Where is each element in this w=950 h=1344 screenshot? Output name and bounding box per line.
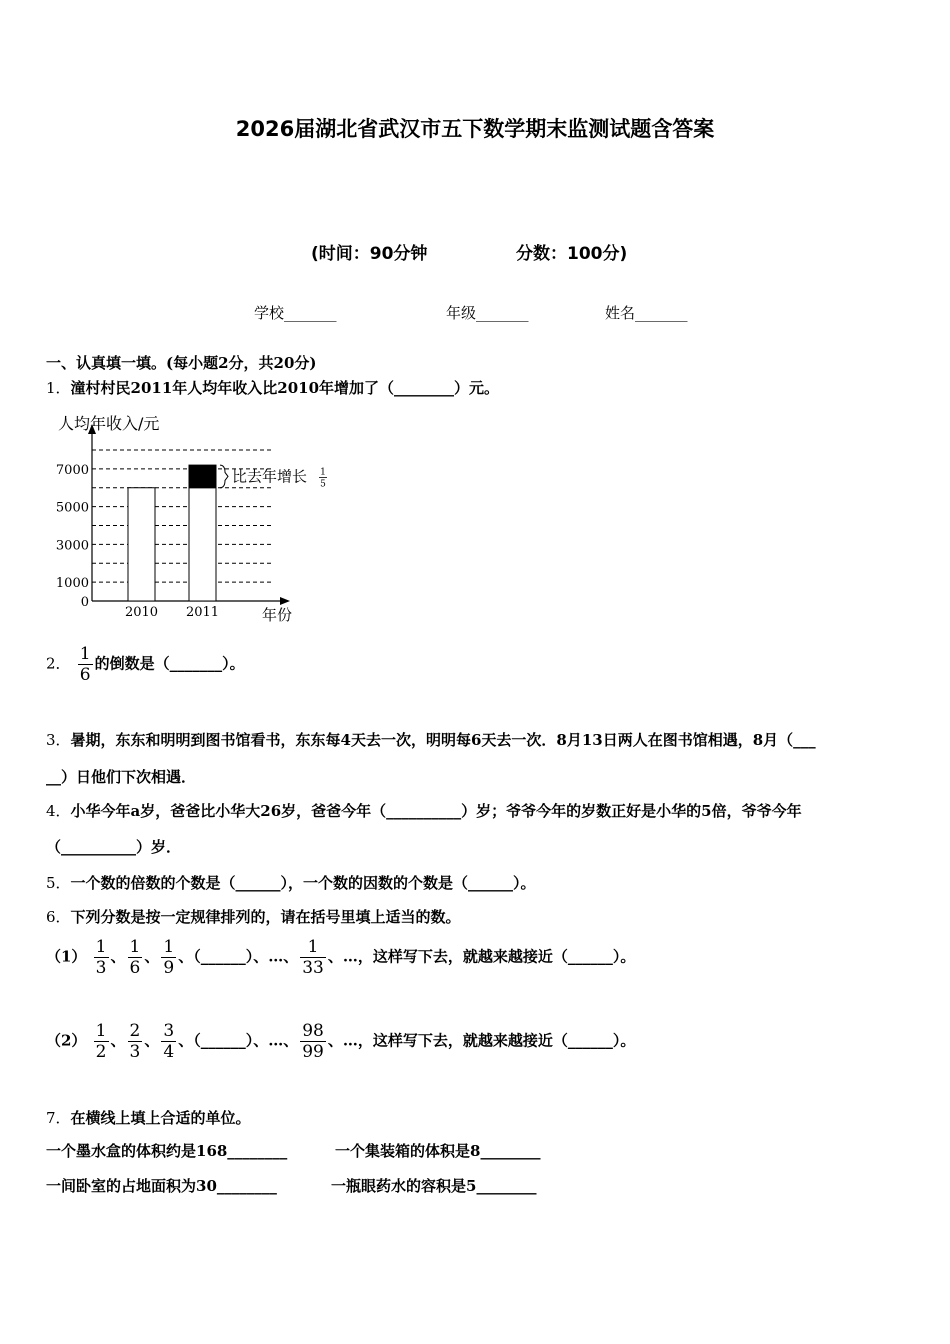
question-text: 的倒数是（_______）。 [94, 654, 245, 673]
separator: 、 [144, 1031, 160, 1050]
annotation-text: 比去年增长 [232, 467, 308, 486]
numerator: 98 [302, 1021, 324, 1041]
separator: 、 [144, 947, 160, 966]
separator: 、 [110, 947, 126, 966]
y-tick-label: 1000 [55, 576, 89, 592]
blank-text: 、（______）、…、 [178, 947, 299, 966]
q7-item-c: 一间卧室的占地面积为30________ [46, 1177, 277, 1195]
question-3-line1 [46, 729, 816, 750]
question-number: 1． [46, 379, 71, 397]
question-text: 潼村村民2011年人均年收入比2010年增加了（________）元。 [70, 379, 500, 397]
fraction [94, 937, 109, 978]
part-label: （2） [46, 1031, 87, 1050]
denominator: 99 [302, 1042, 324, 1062]
fraction [300, 937, 326, 978]
chart-svg [48, 410, 338, 635]
question-2 [46, 644, 245, 685]
q7-item-d: 一瓶眼药水的容积是5________ [331, 1177, 537, 1195]
tail-text: 、…，这样写下去，就越来越接近（______）。 [327, 947, 636, 966]
blank-text: 、（______）、…、 [178, 1031, 299, 1050]
question-6-part-2 [46, 1021, 635, 1062]
question-number: 6． [46, 908, 71, 926]
fraction [161, 937, 176, 978]
x-axis-arrow-icon [280, 597, 290, 605]
numerator: 1 [79, 644, 91, 664]
question-number: 7． [46, 1109, 71, 1127]
grade-field[interactable]: 年级_______ [446, 304, 529, 322]
question-4-line1 [46, 800, 802, 821]
denominator: 33 [302, 958, 324, 978]
question-1 [46, 377, 499, 398]
exam-time: (时间：90分钟 [311, 244, 428, 264]
annotation-numerator: 1 [320, 467, 326, 478]
fraction [161, 1021, 176, 1062]
denominator: 4 [163, 1042, 175, 1062]
x-tick-label: 2010 [124, 605, 159, 620]
question-text: 小华今年a岁，爸爸比小华大26岁，爸爸今年（__________）岁；爷爷今年的岁数正好是小华的5倍，爷爷今年 [70, 802, 802, 820]
fraction [94, 1021, 109, 1062]
denominator: 3 [129, 1042, 141, 1062]
section-heading: 一、认真填一填。(每小题2分，共20分) [46, 354, 317, 372]
question-text: 一个数的倍数的个数是（______），一个数的因数的个数是（______）。 [70, 874, 536, 892]
tail-text: 、…，这样写下去，就越来越接近（______）。 [327, 1031, 636, 1050]
fraction [128, 937, 143, 978]
x-tick-label: 2011 [185, 605, 220, 620]
numerator: 3 [163, 1021, 175, 1041]
question-5 [46, 872, 536, 893]
separator: 、 [110, 1031, 126, 1050]
question-number: 2． [46, 654, 71, 673]
y-tick-label: 3000 [55, 538, 89, 554]
bar-2011 [189, 488, 216, 601]
page-title: 2026届湖北省武汉市五下数学期末监测试题含答案 [235, 117, 715, 141]
y-tick-label: 0 [80, 595, 89, 610]
fraction [78, 644, 93, 685]
annotation-denominator: 5 [320, 479, 326, 490]
bar-increase-segment [189, 465, 216, 488]
school-field[interactable]: 学校_______ [254, 304, 337, 322]
numerator: 1 [129, 937, 141, 957]
denominator: 2 [95, 1042, 107, 1062]
income-bar-chart [48, 410, 338, 635]
fraction [300, 1021, 326, 1062]
q7-item-b: 一个集装箱的体积是8________ [335, 1142, 541, 1160]
denominator: 3 [95, 958, 107, 978]
question-number: 4． [46, 802, 71, 820]
question-7 [46, 1107, 251, 1128]
question-6 [46, 906, 461, 927]
question-number: 5． [46, 874, 71, 892]
numerator: 2 [129, 1021, 141, 1041]
question-number: 3． [46, 731, 71, 749]
question-text: 下列分数是按一定规律排列的，请在括号里填上适当的数。 [70, 908, 461, 926]
numerator: 1 [95, 937, 107, 957]
denominator: 9 [163, 958, 175, 978]
numerator: 1 [95, 1021, 107, 1041]
exam-score: 分数：100分) [516, 244, 628, 264]
part-label: （1） [46, 947, 87, 966]
y-tick-label: 5000 [55, 500, 89, 516]
q7-item-a: 一个墨水盒的体积约是168________ [46, 1142, 288, 1160]
denominator: 6 [79, 665, 91, 685]
question-6-part-1 [46, 937, 635, 978]
numerator: 1 [163, 937, 175, 957]
question-text: 在横线上填上合适的单位。 [70, 1109, 251, 1127]
y-tick-label: 7000 [55, 462, 89, 478]
name-field[interactable]: 姓名_______ [605, 304, 688, 322]
fraction [128, 1021, 143, 1062]
question-4-line2: （__________）岁． [46, 838, 182, 856]
chart-title: 人均年收入/元 [58, 414, 160, 433]
numerator: 1 [300, 937, 326, 958]
x-axis-label: 年份 [262, 606, 293, 624]
denominator: 6 [129, 958, 141, 978]
question-3-line2: __）日他们下次相遇． [46, 768, 197, 786]
bar-2010 [128, 488, 155, 601]
question-text: 暑期，东东和明明到图书馆看书，东东每4天去一次，明明每6天去一次．8月13日两人在图书馆相遇，8月（___ [70, 731, 816, 749]
